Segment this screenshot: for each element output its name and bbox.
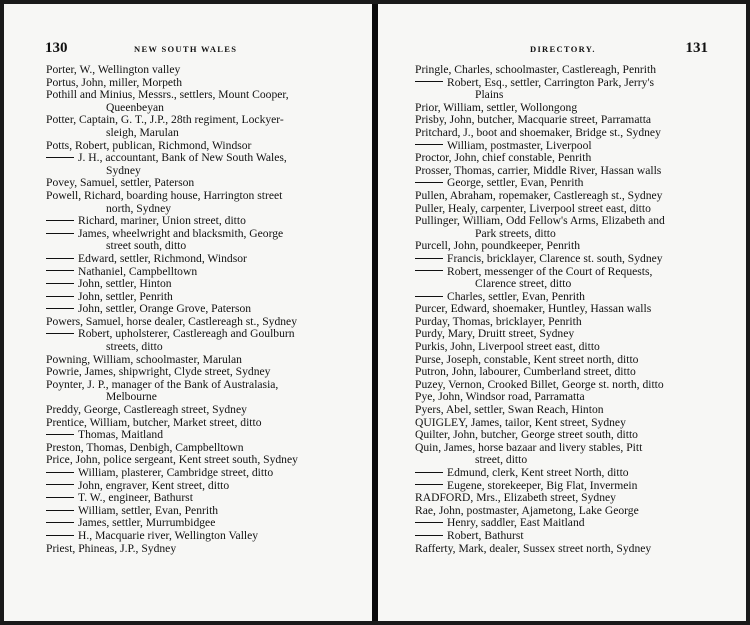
ditto-dash bbox=[415, 535, 443, 536]
entry-subentry-line bbox=[46, 228, 351, 241]
entry-subentry-line bbox=[415, 77, 722, 90]
ditto-dash bbox=[46, 434, 74, 435]
entry-text: John, settler, Hinton bbox=[78, 277, 172, 291]
ditto-dash bbox=[415, 182, 443, 183]
entry-text: street south, ditto bbox=[106, 239, 187, 253]
entry-text: Plains bbox=[475, 88, 504, 102]
entry-text: RADFORD, Mrs., Elizabeth street, Sydney bbox=[415, 491, 616, 505]
entry-text: James, wheelwright and blacksmith, George bbox=[78, 226, 284, 240]
entry-text: Proctor, John, chief constable, Penrith bbox=[415, 151, 592, 165]
entry-text: Edward, settler, Richmond, Windsor bbox=[78, 251, 247, 265]
entry-text: Sydney bbox=[106, 163, 141, 177]
entry-text: Prisby, John, butcher, Macquarie street, Parramatta bbox=[415, 113, 652, 127]
right-running-title: DIRECTORY. bbox=[530, 44, 596, 54]
entry-text: Thomas, Maitland bbox=[78, 428, 164, 442]
entry-text: Powrie, James, shipwright, Clyde street, Sydney bbox=[46, 365, 271, 379]
entry-text: Henry, saddler, East Maitland bbox=[447, 516, 585, 530]
entry-text: Robert, messenger of the Court of Requests, bbox=[447, 264, 653, 278]
entry-text: Powell, Richard, boarding house, Harrington street bbox=[46, 188, 283, 202]
entry-text: Puzey, Vernon, Crooked Billet, George st. north, ditto bbox=[415, 377, 664, 391]
right-page-header bbox=[378, 42, 746, 58]
entry-text: Melbourne bbox=[106, 390, 157, 404]
right-directory-entries bbox=[415, 64, 722, 555]
ditto-dash bbox=[46, 333, 74, 334]
ditto-dash bbox=[415, 484, 443, 485]
entry-text: Preston, Thomas, Denbigh, Campbelltown bbox=[46, 440, 244, 454]
entry-text: T. W., engineer, Bathurst bbox=[78, 491, 193, 505]
entry-text: Richard, mariner, Union street, ditto bbox=[78, 214, 246, 228]
entry-text: J. H., accountant, Bank of New South Wales, bbox=[78, 151, 287, 165]
entry-text: James, settler, Murrumbidgee bbox=[78, 516, 216, 530]
left-running-title: NEW SOUTH WALES bbox=[134, 44, 238, 54]
entry-text: north, Sydney bbox=[106, 201, 172, 215]
ditto-dash bbox=[415, 270, 443, 271]
entry-text: streets, ditto bbox=[106, 340, 163, 354]
entry-text: Pullen, Abraham, ropemaker, Castlereagh st., Sydney bbox=[415, 188, 663, 202]
entry-text: street, ditto bbox=[475, 453, 528, 467]
ditto-dash bbox=[46, 497, 74, 498]
ditto-dash bbox=[415, 296, 443, 297]
entry-text: John, engraver, Kent street, ditto bbox=[78, 478, 230, 492]
entry-text: Povey, Samuel, settler, Paterson bbox=[46, 176, 195, 190]
entry-text: Powers, Samuel, horse dealer, Castlereagh st., Sydney bbox=[46, 314, 297, 328]
entry-text: Purcer, Edward, shoemaker, Huntley, Hassan walls bbox=[415, 302, 652, 316]
entry-text: Potter, Captain, G. T., J.P., 28th regiment, Lockyer- bbox=[46, 113, 284, 127]
entry-text: Pyers, Abel, settler, Swan Reach, Hinton bbox=[415, 403, 604, 417]
entry-text: Nathaniel, Campbelltown bbox=[78, 264, 198, 278]
entry-text: Puller, Healy, carpenter, Liverpool street east, ditto bbox=[415, 201, 651, 215]
entry-text: Pye, John, Windsor road, Parramatta bbox=[415, 390, 585, 404]
entry-line bbox=[46, 543, 351, 556]
entry-line bbox=[415, 442, 722, 455]
ditto-dash bbox=[415, 472, 443, 473]
right-page bbox=[378, 4, 746, 621]
entry-text: Priest, Phineas, J.P., Sydney bbox=[46, 541, 177, 555]
ditto-dash bbox=[46, 233, 74, 234]
ditto-dash bbox=[415, 522, 443, 523]
entry-text: Purkis, John, Liverpool street east, ditto bbox=[415, 340, 600, 354]
entry-text: Pothill and Minius, Messrs., settlers, Mount Cooper, bbox=[46, 88, 289, 102]
entry-text: Pritchard, J., boot and shoemaker, Bridge st., Sydney bbox=[415, 125, 661, 139]
entry-text: Potts, Robert, publican, Richmond, Windsor bbox=[46, 138, 252, 152]
left-page bbox=[4, 4, 372, 621]
entry-text: QUIGLEY, James, tailor, Kent street, Sydney bbox=[415, 415, 626, 429]
entry-text: Purse, Joseph, constable, Kent street north, ditto bbox=[415, 352, 639, 366]
entry-text: Porter, W., Wellington valley bbox=[46, 63, 181, 76]
entry-text: Prentice, William, butcher, Market street, ditto bbox=[46, 415, 262, 429]
entry-text: Powning, William, schoolmaster, Marulan bbox=[46, 352, 242, 366]
entry-text: H., Macquarie river, Wellington Valley bbox=[78, 528, 259, 542]
entry-text: Poynter, J. P., manager of the Bank of Australasia, bbox=[46, 377, 279, 391]
ditto-dash bbox=[46, 283, 74, 284]
ditto-dash bbox=[46, 296, 74, 297]
entry-text: Purday, Thomas, bricklayer, Penrith bbox=[415, 314, 582, 328]
entry-text: Eugene, storekeeper, Big Flat, Invermein bbox=[447, 478, 638, 492]
entry-line bbox=[46, 190, 351, 203]
left-page-header bbox=[4, 42, 372, 58]
ditto-dash bbox=[46, 522, 74, 523]
entry-line bbox=[46, 114, 351, 127]
entry-line bbox=[46, 379, 351, 392]
ditto-dash bbox=[46, 220, 74, 221]
ditto-dash bbox=[46, 270, 74, 271]
entry-text: Rae, John, postmaster, Ajametong, Lake George bbox=[415, 503, 639, 517]
entry-text: Queenbeyan bbox=[106, 100, 164, 114]
entry-text: Putron, John, labourer, Cumberland street, ditto bbox=[415, 365, 636, 379]
left-page-number: 130 bbox=[45, 40, 68, 56]
ditto-dash bbox=[415, 258, 443, 259]
entry-text: John, settler, Orange Grove, Paterson bbox=[78, 302, 252, 316]
entry-text: Prior, William, settler, Wollongong bbox=[415, 100, 578, 114]
entry-text: Robert, Bathurst bbox=[447, 528, 524, 542]
entry-text: Preddy, George, Castlereagh street, Sydney bbox=[46, 403, 247, 417]
entry-subentry-line bbox=[46, 152, 351, 165]
entry-text: Francis, bricklayer, Clarence st. south, Sydney bbox=[447, 251, 663, 265]
entry-text: Rafferty, Mark, dealer, Sussex street north, Sydney bbox=[415, 541, 652, 555]
entry-text: Quilter, John, butcher, George street south, ditto bbox=[415, 428, 638, 442]
entry-text: Purcell, John, poundkeeper, Penrith bbox=[415, 239, 581, 253]
left-directory-entries bbox=[46, 64, 351, 555]
book-spread bbox=[4, 4, 746, 621]
ditto-dash bbox=[415, 81, 443, 82]
entry-text: Purdy, Mary, Druitt street, Sydney bbox=[415, 327, 575, 341]
ditto-dash bbox=[46, 484, 74, 485]
entry-line bbox=[415, 543, 722, 556]
ditto-dash bbox=[46, 472, 74, 473]
entry-text: Robert, Esq., settler, Carrington Park, Jerry's bbox=[447, 75, 655, 89]
right-page-number: 131 bbox=[685, 40, 708, 56]
entry-text: Charles, settler, Evan, Penrith bbox=[447, 289, 585, 303]
entry-subentry-line bbox=[46, 328, 351, 341]
entry-text: Clarence street, ditto bbox=[475, 277, 572, 291]
entry-text: Pringle, Charles, schoolmaster, Castlereagh, Penrith bbox=[415, 63, 657, 76]
entry-text: William, postmaster, Liverpool bbox=[447, 138, 592, 152]
entry-text: sleigh, Marulan bbox=[106, 125, 179, 139]
ditto-dash bbox=[46, 258, 74, 259]
entry-text: Price, John, police sergeant, Kent street south, Sydney bbox=[46, 453, 298, 467]
ditto-dash bbox=[46, 308, 74, 309]
entry-text: Pullinger, William, Odd Fellow's Arms, Elizabeth and bbox=[415, 214, 665, 228]
ditto-dash bbox=[415, 144, 443, 145]
entry-line bbox=[46, 89, 351, 102]
entry-line bbox=[415, 215, 722, 228]
entry-text: John, settler, Penrith bbox=[78, 289, 173, 303]
ditto-dash bbox=[46, 510, 74, 511]
entry-text: Quin, James, horse bazaar and livery stables, Pitt bbox=[415, 440, 643, 454]
ditto-dash bbox=[46, 535, 74, 536]
entry-text: William, plasterer, Cambridge street, ditto bbox=[78, 466, 274, 479]
entry-text: George, settler, Evan, Penrith bbox=[447, 176, 584, 190]
entry-text: Prosser, Thomas, carrier, Middle River, Hassan walls bbox=[415, 163, 662, 177]
entry-text: Portus, John, miller, Morpeth bbox=[46, 75, 183, 89]
entry-text: Park streets, ditto bbox=[475, 226, 556, 240]
entry-text: Robert, upholsterer, Castlereagh and Goulburn bbox=[78, 327, 295, 341]
entry-text: William, settler, Evan, Penrith bbox=[78, 503, 219, 517]
ditto-dash bbox=[46, 157, 74, 158]
entry-text: Edmund, clerk, Kent street North, ditto bbox=[447, 466, 629, 479]
